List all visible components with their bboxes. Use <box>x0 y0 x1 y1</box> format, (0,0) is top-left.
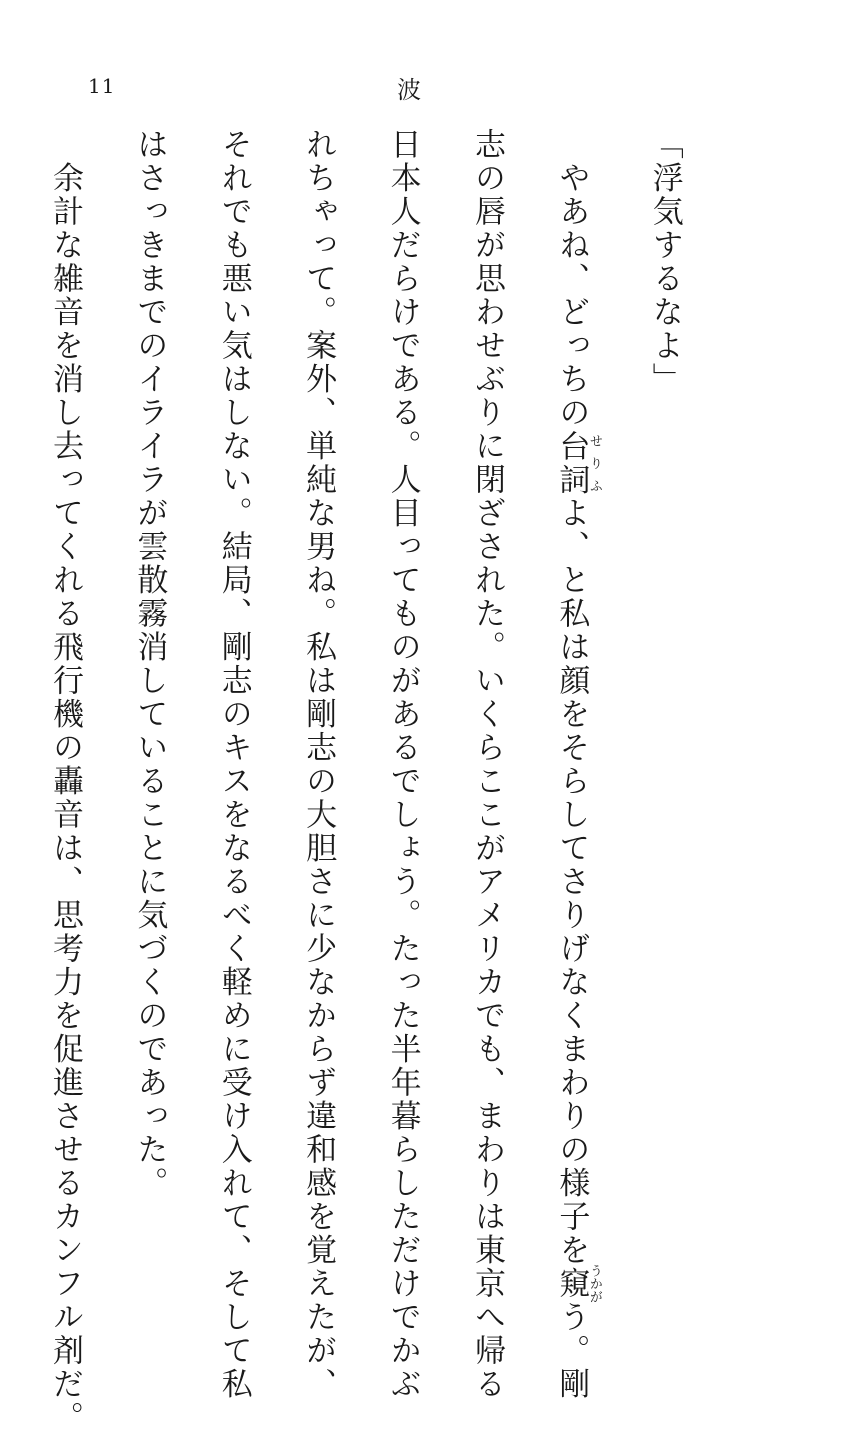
body-text <box>46 128 728 1435</box>
text-line: れちゃって。案外、単純な男ね。私は剛志の大胆さに少なからず違和感を覚えたが、 <box>300 128 337 1401</box>
running-header: 波 <box>397 76 421 104</box>
text-line: 志の唇が思わせぶりに閉ざされた。いくらここがアメリカでも、まわりは東京へ帰る <box>468 128 505 1401</box>
ruby-word: 台詞せりふ <box>553 429 602 497</box>
text-line: それでも悪い気はしない。結局、剛志のキスをなるべく軽めに受け入れて、そして私 <box>215 128 252 1401</box>
ruby-word: 窺うかが <box>553 1264 602 1304</box>
text-line: やあね、どっちの台詞せりふよ、と私は顔をそらしてさりげなくまわりの様子を窺うかがう。剛 <box>553 128 602 1401</box>
text-line <box>0 128 2 1128</box>
text-line: はさっきまでのイライラが雲散霧消していることに気づくのであった。 <box>131 128 168 1200</box>
text-line: 「浮気するなよ」 <box>646 128 683 396</box>
text-line: 日本人だらけである。人目ってものがあるでしょう。たった半年暮らしただけでかぶ <box>384 128 421 1401</box>
text-line: 余計な雑音を消し去ってくれる飛行機の轟音は、思考力を促進させるカンフル剤だ。 <box>46 128 83 1435</box>
page-number: 11 <box>88 74 116 98</box>
